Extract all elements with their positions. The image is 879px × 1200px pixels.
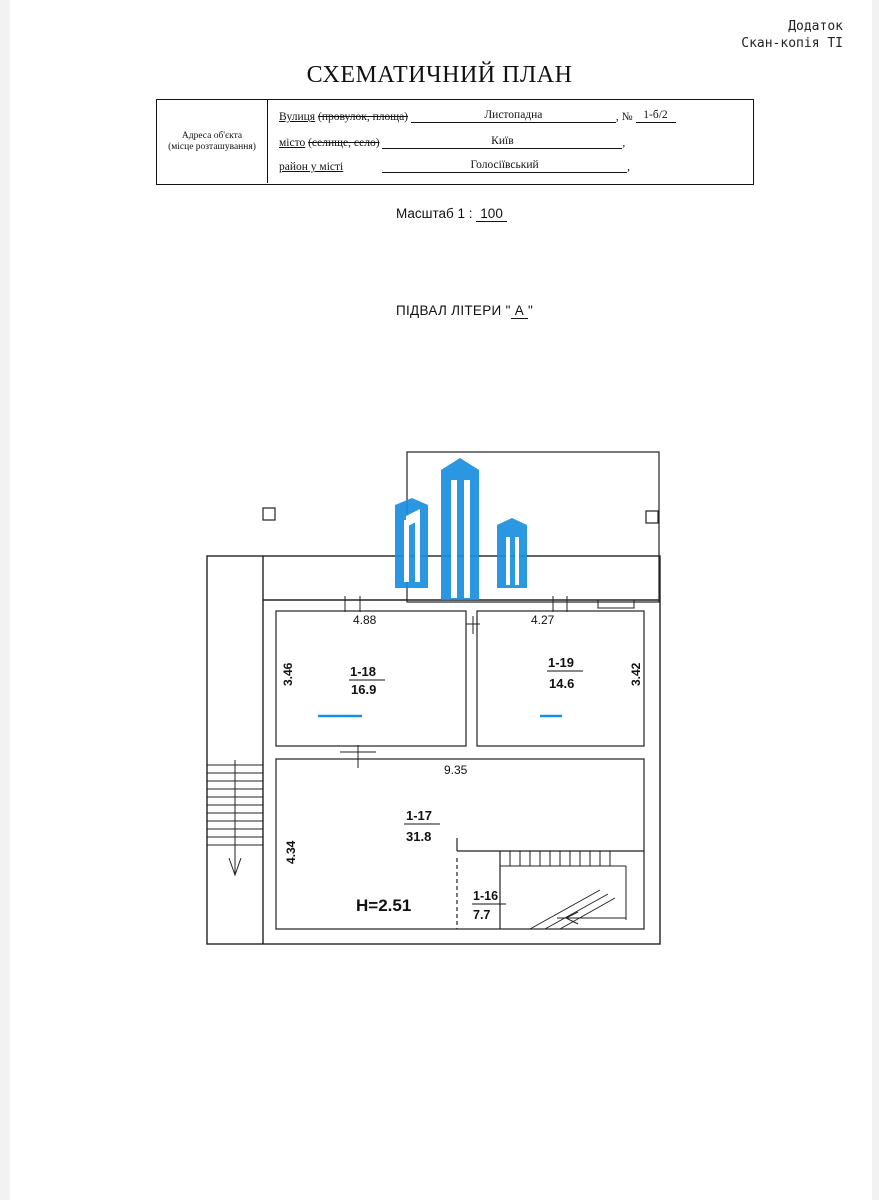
number-value: 1-б/2 [636, 108, 676, 123]
room-1-19-area: 14.6 [549, 676, 575, 691]
inner-stair [500, 851, 626, 929]
street-row: Вулиця (провулок, площа) Листопадна , № 1-б/2 [279, 108, 676, 123]
room-1-18-area: 16.9 [351, 682, 377, 697]
address-label-line2: (місце розташування) [168, 141, 256, 152]
dim-left-room-height: 3.46 [281, 662, 295, 686]
dim-right-room-height: 3.42 [629, 662, 643, 686]
scale-value: 100 [476, 206, 507, 222]
column-left [263, 508, 275, 520]
city-label: місто [279, 137, 306, 149]
left-stair [207, 760, 263, 875]
room-1-17-id: 1-17 [406, 808, 433, 823]
ceiling-height: Н=2.51 [356, 896, 412, 915]
attachment-note-line1: Додаток [788, 19, 843, 34]
room-1-17-area: 31.8 [406, 829, 432, 844]
room-1-19-id: 1-19 [548, 655, 575, 670]
street-label: Вулиця [279, 111, 316, 123]
street-struck-label: (провулок, площа) [317, 111, 409, 123]
room-1-18-id: 1-18 [350, 664, 377, 679]
city-struck-label: (селище, село) [308, 137, 380, 149]
number-label: № [621, 111, 633, 123]
scale-label: Масштаб 1 : [396, 206, 473, 221]
dim-top-right: 4.27 [531, 613, 555, 627]
floor-letter: А [511, 303, 528, 319]
floor-label: ПІДВАЛ ЛІТЕРИ " [396, 303, 511, 318]
address-label-line1: Адреса об'єкта [181, 130, 243, 141]
attachment-note-line2: Скан-копія ТІ [741, 36, 843, 51]
column-right [646, 511, 658, 523]
room-1-16-id: 1-16 [473, 889, 499, 903]
dim-hall-width: 9.35 [444, 763, 468, 777]
room-1-17-outline [276, 759, 644, 929]
street-value: Листопадна [411, 108, 616, 123]
district-row: район у місті Голосіївський , [279, 159, 630, 173]
room-1-16-area: 7.7 [473, 908, 491, 922]
city-row: місто (селище, село) Київ , [279, 135, 626, 149]
dim-hall-height: 4.34 [284, 840, 298, 864]
city-value: Київ [382, 134, 622, 149]
floor-close-quote: " [528, 303, 534, 318]
page-title: СХЕМАТИЧНИЙ ПЛАН [306, 62, 573, 88]
district-label: район у місті [279, 161, 344, 173]
district-value: Голосіївський [382, 158, 627, 173]
dim-top-left: 4.88 [353, 613, 377, 627]
basement-outline [207, 556, 660, 944]
door-markers [340, 596, 634, 768]
